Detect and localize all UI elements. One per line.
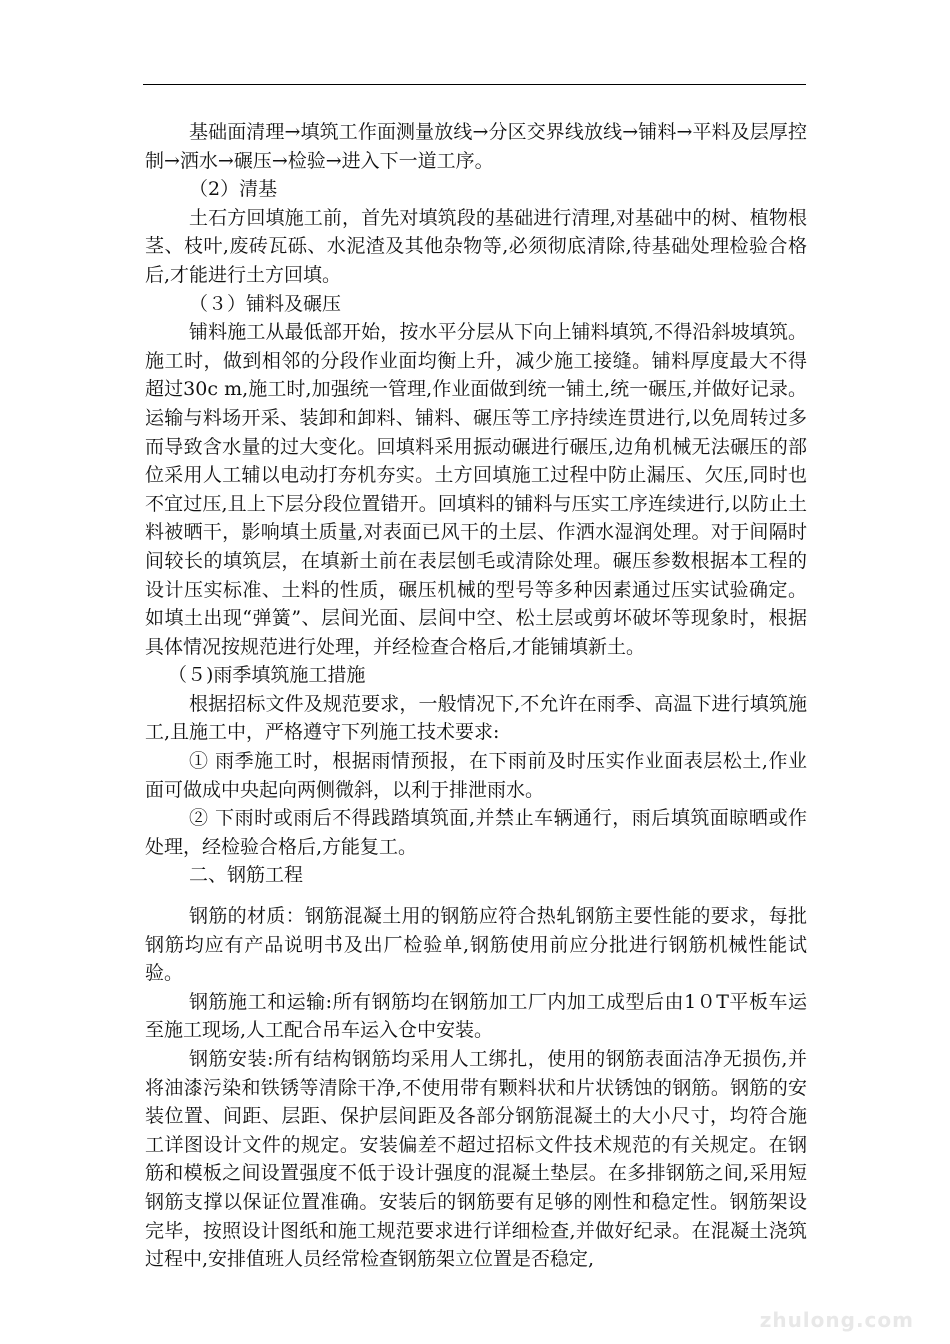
- paragraph: 铺料施工从最低部开始，按水平分层从下向上铺料填筑,不得沿斜坡填筑。施工时，做到相邻的分段作业面均衡上升，减少施工接缝。铺料厚度最大不得超过30c m,施工时,加强统一管理,作业面做到统一铺土,统一碾压,并做好记录。运输与料场开采、装卸和卸料、铺料、碾压等工序持续连贯进行,以免周转过多而导致含水量的过大变化。回填料采用振动碾进行碾压,边角机械无法碾压的部位采用人工辅以电动打夯机夯实。土方回填施工过程中防止漏压、欠压,同时也不宜过压,且上下层分段位置错开。回填料的铺料与压实工序连续进行,以防止土料被晒干，影响填土质量,对表面已风干的土层、作洒水湿润处理。对于间隔时间较长的填筑层，在填新土前在表层刨毛或清除处理。碾压参数根据本工程的设计压实标准、土料的性质，碾压机械的型号等多种因素通过压实试验确定。如填土出现“弹簧”、层间光面、层间中空、松土层或剪坏破坏等现象时，根据具体情况按规范进行处理，并经检查合格后,才能铺填新土。: [145, 321, 807, 658]
- paragraph-gap: [145, 890, 807, 902]
- paragraph: ① 雨季施工时，根据雨情预报，在下雨前及时压实作业面表层松土,作业面可做成中央起向两侧微斜，以利于排泄雨水。: [145, 750, 807, 801]
- paragraph: （５)雨季填筑施工措施: [168, 664, 366, 687]
- watermark: zhulong.com: [759, 1308, 914, 1332]
- paragraph: 二、钢筋工程: [189, 864, 304, 887]
- paragraph: （2）清基: [189, 178, 278, 201]
- paragraph: ② 下雨时或雨后不得践踏填筑面,并禁止车辆通行，雨后填筑面晾晒或作处理，经检验合格后,方能复工。: [145, 807, 807, 858]
- header-rule: [143, 84, 806, 85]
- paragraph: 钢筋的材质：钢筋混凝土用的钢筋应符合热轧钢筋主要性能的要求，每批钢筋均应有产品说明书及出厂检验单,钢筋使用前应分批进行钢筋机械性能试验。: [145, 905, 807, 985]
- paragraph: （３）铺料及碾压: [189, 292, 342, 315]
- paragraph: 钢筋安装:所有结构钢筋均采用人工绑扎，使用的钢筋表面洁净无损伤,并将油漆污染和铁锈等清除干净,不使用带有颗料状和片状锈蚀的钢筋。钢筋的安装位置、间距、层距、保护层间距及各部分钢筋混凝土的大小尺寸，均符合施工详图设计文件的规定。安装偏差不超过招标文件技术规范的有关规定。在钢筋和模板之间设置强度不低于设计强度的混凝土垫层。在多排钢筋之间,采用短钢筋支撑以保证位置准确。安装后的钢筋要有足够的刚性和稳定性。钢筋架设完毕，按照设计图纸和施工规范要求进行详细检查,并做好纪录。在混凝土浇筑过程中,安排值班人员经常检查钢筋架立位置是否稳定,: [145, 1048, 807, 1271]
- paragraph: 根据招标文件及规范要求，一般情况下,不允许在雨季、高温下进行填筑施工,且施工中，严格遵守下列施工技术要求:: [145, 692, 807, 744]
- document-body: [145, 118, 807, 1274]
- paragraph: 基础面清理→填筑工作面测量放线→分区交界线放线→铺料→平料及层厚控制→洒水→碾压→检验→进入下一道工序。: [145, 121, 807, 172]
- paragraph: 钢筋施工和运输:所有钢筋均在钢筋加工厂内加工成型后由1０T平板车运至施工现场,人工配合吊车运入仓中安装。: [145, 990, 807, 1042]
- paragraph: 土石方回填施工前，首先对填筑段的基础进行清理,对基础中的树、植物根茎、枝叶,废砖瓦砾、水泥渣及其他杂物等,必须彻底清除,待基础处理检验合格后,才能进行土方回填。: [145, 206, 807, 286]
